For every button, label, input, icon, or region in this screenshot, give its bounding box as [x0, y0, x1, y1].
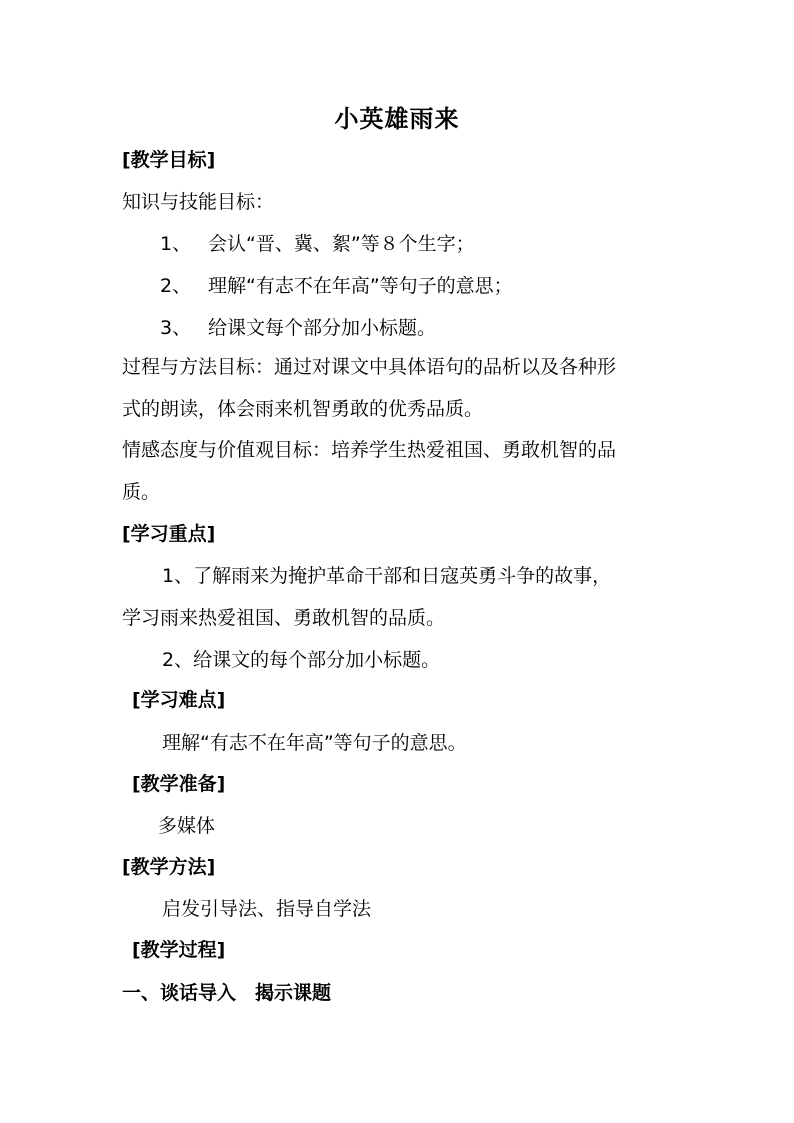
- methods-text: 启发引导法、指导自学法: [162, 898, 372, 920]
- section-heading-difficulties: [学习难点]: [132, 689, 226, 711]
- goal-item-2: [160, 274, 513, 298]
- section-heading-key-points: [学习重点]: [122, 523, 216, 545]
- key-point-1-line-1: 1、了解雨来为掩护革命干部和日寇英勇斗争的故事，: [162, 565, 612, 587]
- emotion-goal-line-1: 情感态度与价值观目标：培养学生热爱祖国、勇敢机智的品: [122, 439, 617, 461]
- key-point-2: 2、给课文的每个部分加小标题。: [162, 649, 441, 671]
- section-heading-preparation: [教学准备]: [132, 773, 226, 795]
- section-heading-methods: [教学方法]: [122, 856, 216, 878]
- goal-item-1: [160, 232, 475, 256]
- process-step-1: 一、谈话导入 揭示课题: [122, 982, 332, 1004]
- difficulty-text: 理解“有志不在年高”等句子的意思。: [162, 732, 467, 754]
- goal-item-text: 会认“晋、冀、絮”等８个生字；: [208, 233, 475, 255]
- process-goal-line-1: 过程与方法目标：通过对课文中具体语句的品析以及各种形: [122, 356, 617, 378]
- emotion-goal-line-2: 质。: [122, 481, 161, 503]
- goal-item-number: 1、: [160, 233, 192, 255]
- goal-item-text: 理解“有志不在年高”等句子的意思；: [208, 275, 513, 297]
- goal-item-3: [160, 316, 436, 340]
- goal-item-number: 2、: [160, 275, 192, 297]
- process-goal-line-2: 式的朗读，体会雨来机智勇敢的优秀品质。: [122, 398, 484, 420]
- knowledge-goal-label: 知识与技能目标：: [122, 191, 275, 213]
- section-heading-goals: [教学目标]: [122, 149, 216, 171]
- goal-item-number: 3、: [160, 317, 192, 339]
- preparation-text: 多媒体: [158, 815, 216, 837]
- key-point-1-line-2: 学习雨来热爱祖国、勇敢机智的品质。: [122, 607, 446, 629]
- section-heading-process: [教学过程]: [132, 939, 226, 961]
- page-title: 小英雄雨来: [334, 105, 460, 133]
- goal-item-text: 给课文每个部分加小标题。: [208, 317, 437, 339]
